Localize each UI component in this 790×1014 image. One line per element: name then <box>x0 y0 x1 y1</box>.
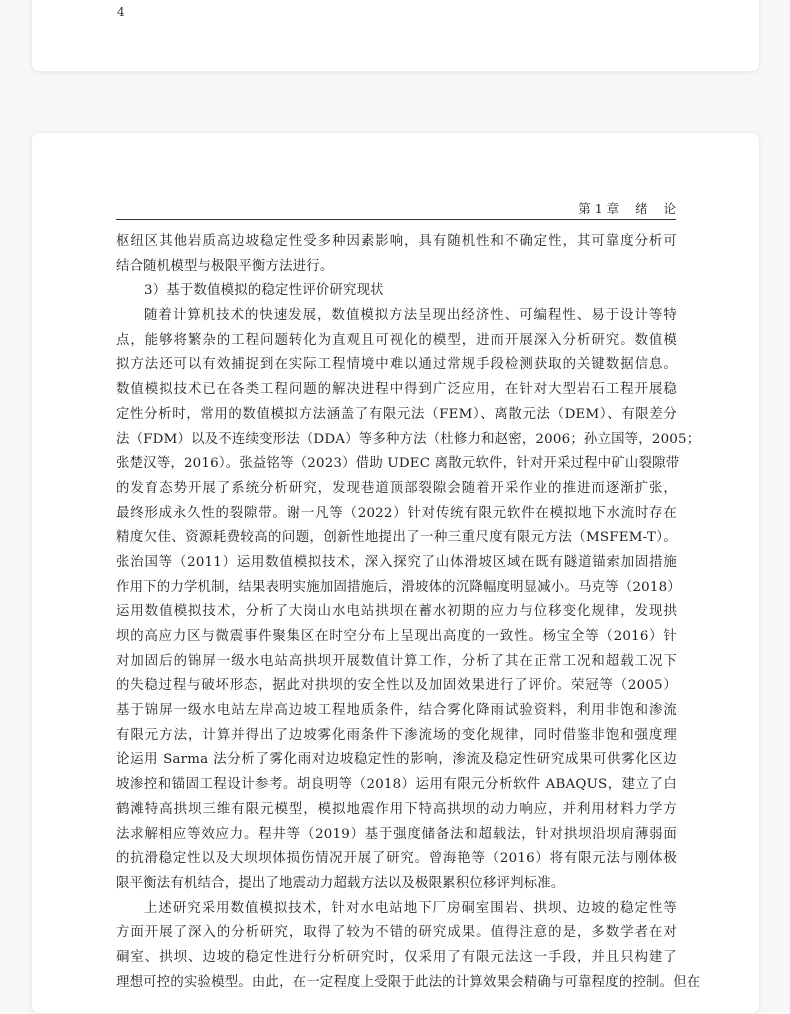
text-line: 最终形成永久性的裂隙带。谢一凡等（2022）针对传统有限元软件在模拟地下水流时存在 <box>116 505 677 521</box>
previous-page <box>31 0 760 72</box>
text-line: 理想可控的实验模型。由此，在一定程度上受限于此法的计算效果会精确与可靠程度的控制。但在 <box>116 974 701 990</box>
section-heading: 3）基于数值模拟的稳定性评价研究现状 <box>144 283 384 299</box>
running-head <box>116 199 676 220</box>
text-line: 的发育态势开展了系统分析研究，发现巷道顶部裂隙会随着开采作业的推进而逐渐扩张， <box>116 480 677 496</box>
text-line: 数值模拟技术已在各类工程问题的解决进程中得到广泛应用，在针对大型岩石工程开展稳 <box>116 382 677 398</box>
text-line: 拟方法还可以有效捕捉到在实际工程情境中难以通过常规手段检测获取的关键数据信息。 <box>116 357 677 373</box>
text-line: 运用数值模拟技术，分析了大岗山水电站拱坝在蓄水初期的应力与位移变化规律，发现拱 <box>116 604 677 620</box>
body-text <box>116 230 701 995</box>
text-line: 定性分析时，常用的数值模拟方法涵盖了有限元法（FEM）、离散元法（DEM）、有限差分 <box>116 406 677 422</box>
text-line: 结合随机模型与极限平衡方法进行。 <box>116 258 334 274</box>
text-line: 有限元方法，计算并得出了边坡雾化雨条件下渗流场的变化规律，同时借鉴非饱和强度理 <box>116 727 677 743</box>
text-line: 坡渗控和锚固工程设计参考。胡良明等（2018）运用有限元分析软件 ABAQUS，建立了白 <box>116 777 677 793</box>
text-line: 点，能够将繁杂的工程问题转化为直观且可视化的模型，进而开展深入分析研究。数值模 <box>116 332 677 348</box>
text-line: 鹤滩特高拱坝三维有限元模型，模拟地震作用下特高拱坝的动力响应，并利用材料力学方 <box>116 801 677 817</box>
text-line: 法（FDM）以及不连续变形法（DDA）等多种方法（杜修力和赵密，2006；孙立国等，2005； <box>116 431 701 447</box>
text-line: 基于锦屏一级水电站左岸高边坡工程地质条件，结合雾化降雨试验资料，利用非饱和渗流 <box>116 703 677 719</box>
text-line: 坝的高应力区与微震事件聚集区在时空分布上呈现出高度的一致性。杨宝全等（2016）针 <box>116 629 677 644</box>
text-line: 随着计算机技术的快速发展，数值模拟方法呈现出经济性、可编程性、易于设计等特 <box>144 308 677 324</box>
text-line: 张治国等（2011）运用数值模拟技术，深入探究了山体滑坡区域在既有隧道锚索加固措施 <box>116 554 677 570</box>
text-line: 论运用 Sarma 法分析了雾化雨对边坡稳定性的影响，渗流及稳定性研究成果可供雾化区边 <box>116 752 677 768</box>
chapter-title: 绪 论 <box>635 201 676 216</box>
text-line: 硐室、拱坝、边坡的稳定性进行分析研究时，仅采用了有限元法这一手段，并且只构建了 <box>116 949 677 965</box>
text-line: 的失稳过程与破坏形态，据此对拱坝的安全性以及加固效果进行了评价。荣冠等（2005） <box>116 678 677 694</box>
text-line: 精度欠佳、资源耗费较高的问题，创新性地提出了一种三重尺度有限元方法（MSFEM-T）。 <box>116 530 677 546</box>
text-line: 限平衡法有机结合，提出了地震动力超载方法以及极限累积位移评判标准。 <box>116 875 565 891</box>
text-line: 枢纽区其他岩质高边坡稳定性受多种因素影响，具有随机性和不确定性，其可靠度分析可 <box>116 234 677 249</box>
text-line: 作用下的力学机制，结果表明实施加固措施后，滑坡体的沉降幅度明显减小。马克等（2018） <box>116 579 681 595</box>
text-line: 上述研究采用数值模拟技术，针对水电站地下厂房硐室围岩、拱坝、边坡的稳定性等 <box>144 900 677 916</box>
text-line: 方面开展了深入的分析研究，取得了较为不错的研究成果。值得注意的是，多数学者在对 <box>116 925 677 941</box>
text-line: 张楚汉等，2016）。张益铭等（2023）借助 UDEC 离散元软件，针对开采过程中矿山裂隙带 <box>116 456 680 472</box>
chapter-number: 第 1 章 <box>578 201 620 216</box>
text-line: 法求解相应等效应力。程井等（2019）基于强度储备法和超载法，针对拱坝沿坝肩薄弱面 <box>116 826 677 842</box>
text-line: 的抗滑稳定性以及大坝坝体损伤情况开展了研究。曾海艳等（2016）将有限元法与刚体极 <box>116 851 677 867</box>
text-line: 对加固后的锦屏一级水电站高拱坝开展数值计算工作，分析了其在正常工况和超载工况下 <box>116 653 677 669</box>
document-page <box>31 132 760 1014</box>
page-number: 4 <box>117 5 125 19</box>
